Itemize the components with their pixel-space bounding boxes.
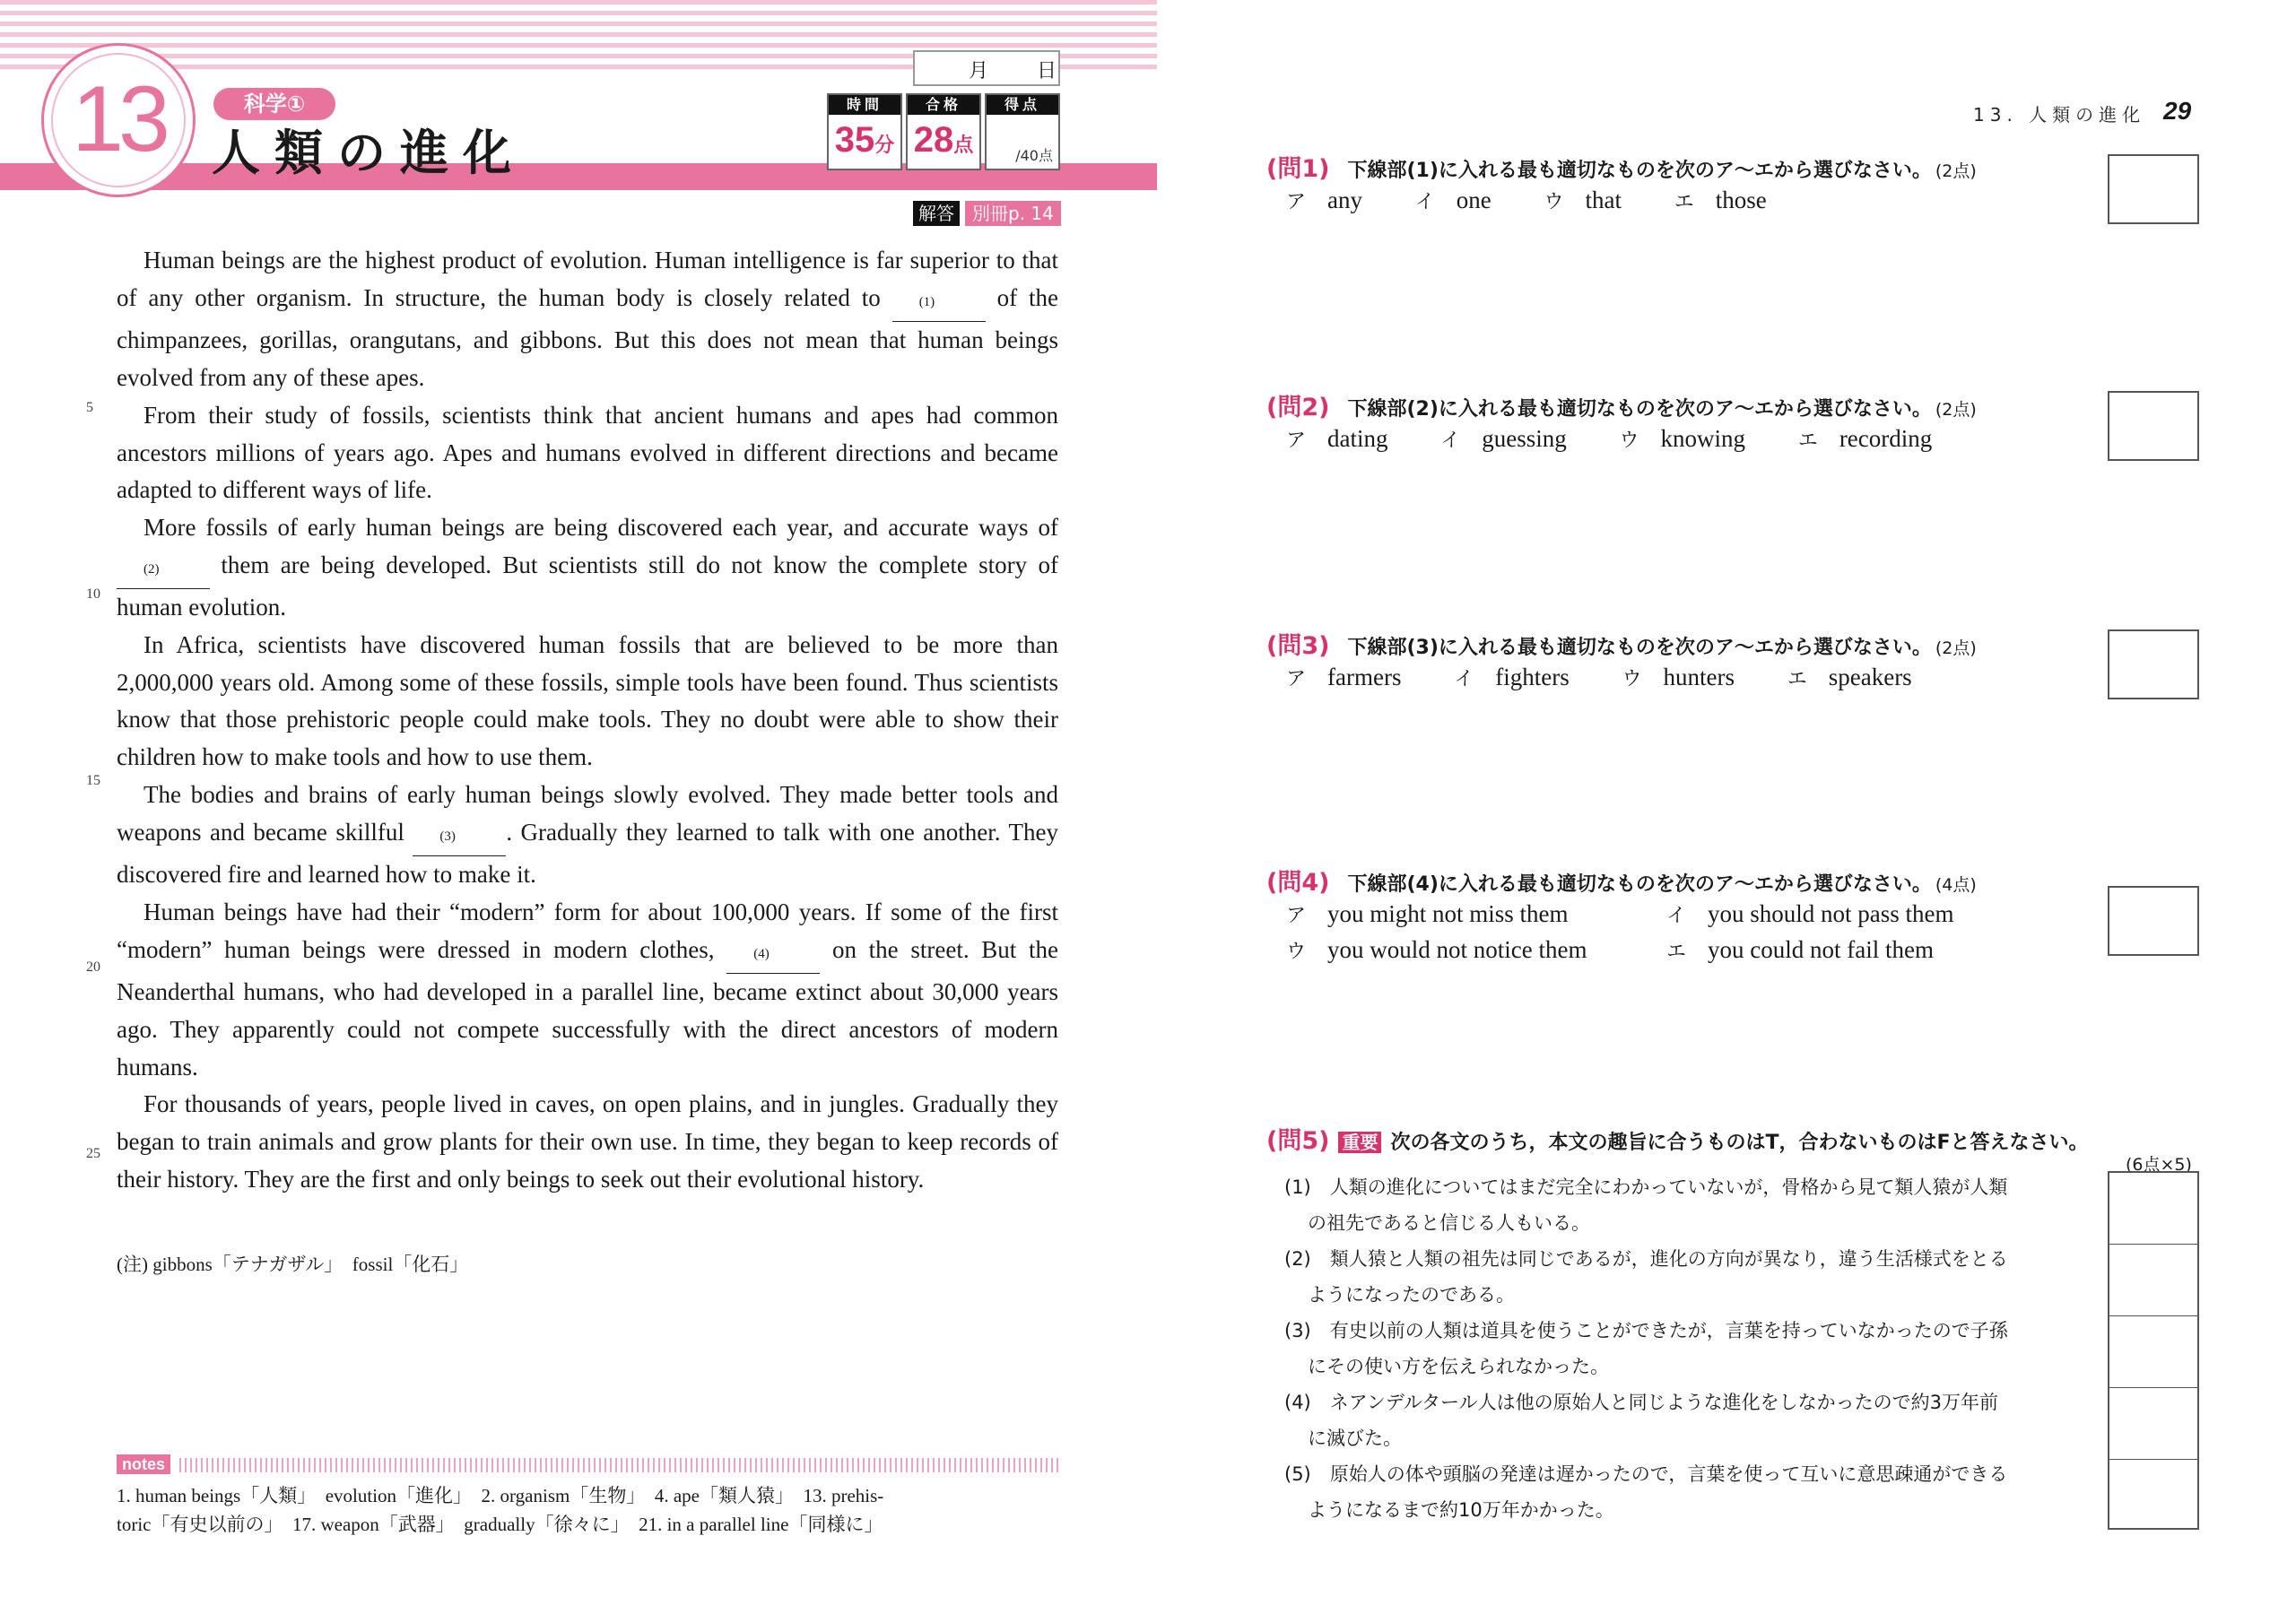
answer-reference[interactable]: 別冊p. 14	[965, 201, 1061, 226]
badge-inner-ring	[51, 53, 186, 187]
statement-item: (4) ネアンデルタール人は他の原始人と同じような進化をしなかったので約3万年前 に滅びた。	[1284, 1392, 1998, 1449]
score-max: /40点	[1015, 147, 1053, 164]
question-points: (4点)	[1935, 875, 1977, 895]
answer-box[interactable]	[2109, 1316, 2197, 1388]
answer-box[interactable]	[2108, 391, 2199, 461]
choice-item[interactable]: ウ knowing	[1619, 425, 1746, 452]
paragraph: More fossils of early human beings are being discovered each year, and accurate ways of (2) them are being developed. But scientists still do not know the complete story of human evolution.	[117, 513, 1058, 621]
statement-item: (2) 類人猿と人類の祖先は同じであるが，進化の方向が異なり，違う生活様式をとる ようになったのである。	[1284, 1248, 2008, 1306]
notes-label: notes	[117, 1454, 170, 1474]
score-label: 得点	[987, 95, 1058, 115]
tf-answer-boxes	[2108, 1171, 2199, 1530]
paragraph: The bodies and brains of early human beings slowly evolved. They made better tools and weapons and became skillful (3) . Gradually they learned to talk with one another. They discovered fire and learned how to make it.	[117, 780, 1058, 889]
reading-passage	[117, 242, 1058, 1199]
question-points: (2点)	[1935, 161, 1977, 181]
score-label: 合格	[908, 95, 979, 115]
question-5	[1266, 1121, 2089, 1156]
date-box	[913, 50, 1060, 86]
choice-item[interactable]: ア you might not miss them	[1286, 900, 1569, 927]
line-number: 10	[86, 586, 100, 602]
statement-item: (3) 有史以前の人類は道具を使うことができたが，言葉を持っていなかったので子孫 にその使い方を伝えられなかった。	[1284, 1320, 2008, 1377]
question-instruction: 下線部(2)に入れる最も適切なものを次のア〜エから選びなさい。	[1347, 398, 1932, 421]
notes-divider	[179, 1458, 1058, 1472]
choice-item[interactable]: ア any	[1286, 187, 1362, 213]
score-box-time	[827, 93, 902, 170]
paragraph: For thousands of years, people lived in caves, on open plains, and in jungles. Gradually they began to train animals and grow plants for their own use. In time, they began to keep records of their history. They are the first and only beings to seek out their evolutional history.	[117, 1090, 1058, 1193]
score-box-score	[985, 93, 1060, 170]
answer-box[interactable]	[2109, 1388, 2197, 1460]
answer-box[interactable]	[2108, 886, 2199, 956]
choice-item[interactable]: ア farmers	[1286, 664, 1402, 690]
answer-blank: (1)	[892, 280, 986, 323]
date-day-label: 日	[1037, 60, 1057, 82]
running-head: 13. 人類の進化	[1973, 104, 2146, 126]
unit-number: 13	[72, 67, 165, 171]
answer-box[interactable]	[2109, 1245, 2197, 1316]
paragraph: Human beings have had their “modern” form for about 100,000 years. If some of the first “modern” human beings were dressed in modern clothes, (4) on the street. But the Neanderthal humans, who had developed in a parallel line, became extinct about 30,000 years ago. They apparently could not compete successfully with the direct ancestors of modern humans.	[117, 898, 1059, 1081]
question-instruction: 下線部(4)に入れる最も適切なものを次のア〜エから選びなさい。	[1347, 873, 1932, 896]
choice-item[interactable]: ア dating	[1286, 425, 1388, 452]
important-badge: 重要	[1338, 1132, 1381, 1153]
choice-item[interactable]: ウ hunters	[1622, 664, 1735, 690]
choice-item[interactable]: ウ you would not notice them	[1286, 936, 1587, 963]
question-instruction: 次の各文のうち，本文の趣旨に合うものはT，合わないものはFと答えなさい。	[1390, 1132, 2089, 1154]
question-points: (2点)	[1935, 400, 1977, 420]
choice-item[interactable]: イ fighters	[1454, 664, 1570, 690]
category-tag: 科学①	[213, 88, 335, 120]
question-label: (問1)	[1266, 155, 1330, 183]
question-1	[1266, 149, 1977, 184]
question-3	[1266, 626, 1977, 661]
page-title: 人類の進化	[212, 125, 526, 181]
score-unit: 分	[874, 134, 895, 156]
line-number: 20	[86, 959, 100, 975]
paragraph: From their study of fossils, scientists think that ancient humans and apes had common ancestors millions of years ago. Apes and humans evolved in different directions and became adapted to different ways of life.	[117, 401, 1058, 504]
paragraph: Human beings are the highest product of evolution. Human intelligence is far superior to that of any other organism. In structure, the human body is closely related to (1) of the chimpanzees, gorillas, orangutans, and gibbons. But this does not mean that human beings evolved from any of these apes.	[117, 247, 1058, 392]
choice-list	[1286, 664, 1912, 691]
choice-item[interactable]: ウ that	[1544, 187, 1622, 213]
answer-label: 解答	[913, 201, 960, 226]
answer-box[interactable]	[2109, 1460, 2197, 1532]
line-number: 15	[86, 773, 100, 788]
score-value: 28	[913, 120, 954, 160]
question-instruction: 下線部(3)に入れる最も適切なものを次のア〜エから選びなさい。	[1347, 637, 1932, 659]
question-label: (問2)	[1266, 394, 1330, 421]
answer-box[interactable]	[2108, 629, 2199, 699]
footnote: (注) gibbons「テナガザル」 fossil「化石」	[117, 1254, 469, 1275]
choice-item[interactable]: イ one	[1414, 187, 1492, 213]
choice-item[interactable]: エ those	[1674, 187, 1767, 213]
question-points: (6点×5)	[2126, 1155, 2192, 1175]
score-unit: 点	[953, 134, 974, 156]
choice-item[interactable]: エ speakers	[1787, 664, 1912, 690]
date-month-label: 月	[969, 60, 989, 82]
choice-item[interactable]: イ guessing	[1440, 425, 1567, 452]
answer-box[interactable]	[2109, 1173, 2197, 1245]
question-4	[1266, 863, 1977, 898]
answer-blank: (2)	[117, 547, 210, 590]
question-points: (2点)	[1935, 638, 1977, 658]
score-label: 時間	[829, 95, 900, 115]
line-number: 25	[86, 1146, 100, 1161]
notes-vocabulary: 1. human beings「人類」 evolution「進化」 2. organism「生物」 4. ape「類人猿」 13. prehis- toric「有史以前の」 17. weapon「武器」 gradually「徐々に」 21. in a parallel line「同様に」	[117, 1485, 884, 1535]
paragraph: In Africa, scientists have discovered human fossils that are believed to be more than 2,000,000 years old. Among some of these fossils, simple tools have been found. Thus scientists know that those prehistoric people could make tools. They no doubt were able to show their children how to make tools and how to use them.	[117, 631, 1058, 771]
answer-blank: (3)	[413, 814, 506, 857]
score-box-pass	[906, 93, 981, 170]
question-2	[1266, 387, 1977, 422]
choice-item[interactable]: エ recording	[1797, 425, 1933, 452]
unit-number-badge	[41, 43, 196, 197]
choice-item[interactable]: イ you should not pass them	[1666, 900, 1954, 927]
choice-item[interactable]: エ you could not fail them	[1666, 936, 1934, 963]
answer-blank: (4)	[726, 932, 820, 975]
answer-box[interactable]	[2108, 154, 2199, 224]
page-number: 29	[2163, 97, 2192, 125]
statement-item: (5) 原始人の体や頭脳の発達は遅かったので，言葉を使って互いに意思疎通ができる ようになるまで約10万年かかった。	[1284, 1463, 2008, 1521]
statement-item: (1) 人類の進化についてはまだ完全にわかっていないが，骨格から見て類人猿が人類 の祖先であると信じる人もいる。	[1284, 1176, 2008, 1234]
question-instruction: 下線部(1)に入れる最も適切なものを次のア〜エから選びなさい。	[1347, 160, 1932, 182]
question-label: (問3)	[1266, 632, 1330, 660]
choice-list	[1286, 187, 1767, 214]
question-label: (問4)	[1266, 869, 1330, 897]
score-value: 35	[834, 120, 875, 160]
choice-list	[1286, 425, 1932, 453]
statement-list	[1284, 1169, 2074, 1528]
question-label: (問5)	[1266, 1127, 1330, 1155]
line-number: 5	[86, 400, 93, 415]
